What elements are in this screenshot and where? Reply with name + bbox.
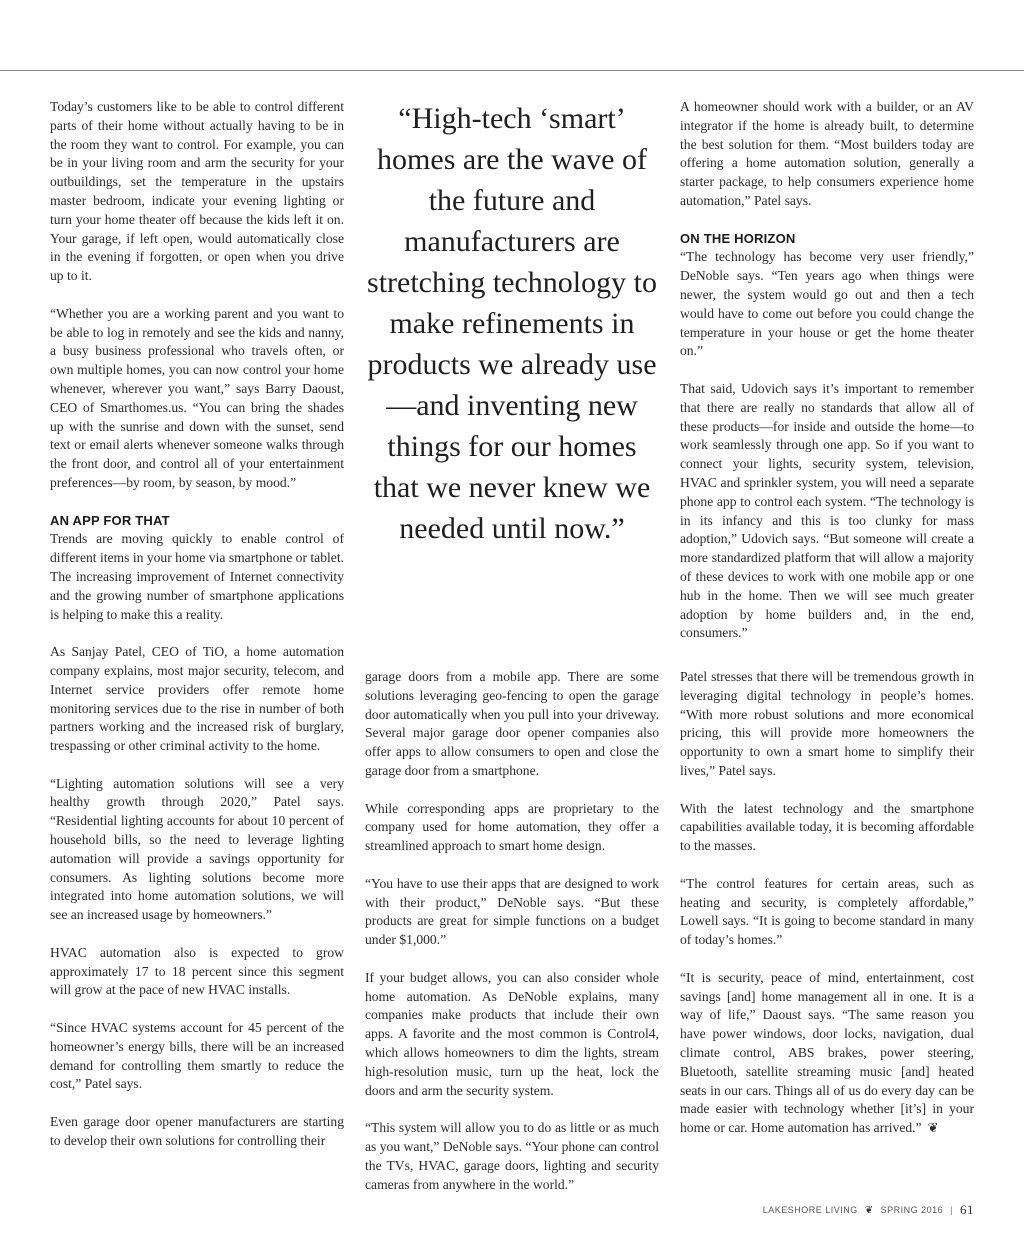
paragraph: As Sanjay Patel, CEO of TiO, a home automation company explains, most major security, telecom, and Internet service providers offer remote home monitoring services due to the rise in number of both partners working and the increased risk of burglary, trespassing or other criminal activity to the home. [50,644,344,754]
pull-quote: “High-tech ‘smart’ homes are the wave of the future and manufacturers are stretching technology to make refinements in products we already use—and inventing new things for our homes that we never knew we needed until now.” [367,102,657,545]
column-right-top [680,98,974,662]
paragraph: Even garage door opener manufacturers are starting to develop their own solutions for controlling their [50,1114,344,1148]
section-heading-app: AN APP FOR THAT [50,512,170,528]
column-left [50,98,344,1169]
paragraph: A homeowner should work with a builder, or an AV integrator if the home is already built, to determine the best solution for them. “Most builders today are offering a home automation solution, generally a starter package, to help consumers experience home automation,” Patel says. [680,99,974,208]
paragraph: That said, Udovich says it’s important to remember that there are really no standards that allow all of these products—for inside and outside the home—to work seamlessly through one app. So if you want to connect your lights, security system, television, HVAC and sprinkler system, you will need a separate phone app to control each system. “The technology is in its infancy and this is too clunky for mass adoption,” Udovich says. “But someone will create a more standardized platform that will allow a majority of these devices to work with one mobile app or one hub in the home. Then we will see much greater adoption by home builders and, in the end, consumers.” [680,380,974,641]
paragraph: Trends are moving quickly to enable control of different items in your home via smartphone or tablet. The increasing improvement of Internet connectivity and the growing number of smartphone applications is helping to make this a reality. [50,531,344,622]
paragraph: With the latest technology and the smartphone capabilities available today, it is becoming affordable to the masses. [680,800,974,854]
paragraph: HVAC automation also is expected to grow approximately 17 to 18 percent since this segment will grow at the pace of new HVAC installs. [50,944,344,998]
column-right-bottom [680,668,974,1157]
magazine-name: LAKESHORE LIVING [762,1205,858,1215]
header-rule [0,70,1024,71]
footer-divider: | [950,1205,953,1215]
paragraph: “Lighting automation solutions will see a very healthy growth through 2020,” Patel says. “Residential lighting accounts for about 10 percent of household bills, so the need to leverage lighting automation will provide a savings opportunity for consumers. As lighting solutions become more integrated into home automation solutions, we will see an increased usage by homeowners.” [50,775,344,923]
paragraph: Today’s customers like to be able to control different parts of their home without actually having to be in the room they want to control. For example, you can be in your living room and arm the security for your outbuildings, set the temperature in the upstairs master bedroom, indicate your evening lighting or turn your home theater off because the kids left it on. Your garage, if left open, would automatically close in the evening if forgotten, or open when you drive up to it. [50,99,344,284]
paragraph: While corresponding apps are proprietary to the company used for home automation, they offer a streamlined approach to smart home design. [365,800,659,854]
column-middle [365,668,659,1213]
section-heading-horizon: ON THE HORIZON [680,230,796,246]
paragraph: If your budget allows, you can also consider whole home automation. As DeNoble explains, many companies make products that include their own apps. A favorite and the most common is Control4, which allows homeowners to dim the lights, stream high-resolution music, turn up the heat, lock the doors and arm the security system. [365,969,659,1098]
paragraph: “The technology has become very user friendly,” DeNoble says. “Ten years ago when things were newer, the system would go out and then a tech would have to come out before you could change the temperature in your house or get the home theater on.” [680,249,974,359]
end-mark-icon: ❦ [927,1120,939,1136]
paragraph: garage doors from a mobile app. There are some solutions leveraging geo-fencing to open the garage door automatically when you pull into your driveway. Several major garage door opener companies also offer apps to allow consumers to open and close the garage door from a smartphone. [365,669,659,778]
paragraph: “You have to use their apps that are designed to work with their product,” DeNoble says. “But these products are great for simple functions on a budget under $1,000.” [365,875,659,948]
final-text: “It is security, peace of mind, entertainment, cost savings [and] home management all in one. It is a way of life,” Daoust says. “The same reason you have power windows, door locks, navigation, dual climate control, ABS brakes, power steering, Bluetooth, satellite streaming music [and] heated seats in our cars. Things all of us do every day can be made easier with technology whether [it’s] in your home or car. Home automation has arrived.” [680,969,974,1136]
paragraph-final [680,969,974,1138]
page-footer [763,1202,974,1218]
paragraph: “The control features for certain areas, such as heating and security, is completely affordable,” Lowell says. “It is going to become standard in many of today’s homes.” [680,875,974,948]
fleuron-icon: ❦ [864,1204,874,1216]
issue-label: SPRING 2016 [880,1205,944,1215]
paragraph: “This system will allow you to do as little or as much as you want,” DeNoble says. “Your phone can control the TVs, HVAC, garage doors, lighting and security cameras from anywhere in the world.” [365,1120,659,1192]
paragraph: Patel stresses that there will be tremendous growth in leveraging digital technology in people’s homes. “With more robust solutions and more economical pricing, this will provide more homeowners the opportunity to own a smart home to simplify their lives,” Patel says. [680,669,974,778]
page-number: 61 [960,1202,974,1217]
paragraph: “Whether you are a working parent and you want to be able to log in remotely and see the kids and nanny, a busy business professional who travels often, or own multiple homes, you can now control your home whenever, wherever you want,” says Barry Daoust, CEO of Smarthomes.us. “You can bring the shades up with the sunrise and down with the sunset, send text or email alerts whenever someone walks through the front door, and control all of your entertainment preferences—by room, by season, by mood.” [50,305,344,490]
paragraph: “Since HVAC systems account for 45 percent of the homeowner’s energy bills, there will be an increased demand for controlling them smartly to reduce the cost,” Patel says. [50,1020,344,1092]
